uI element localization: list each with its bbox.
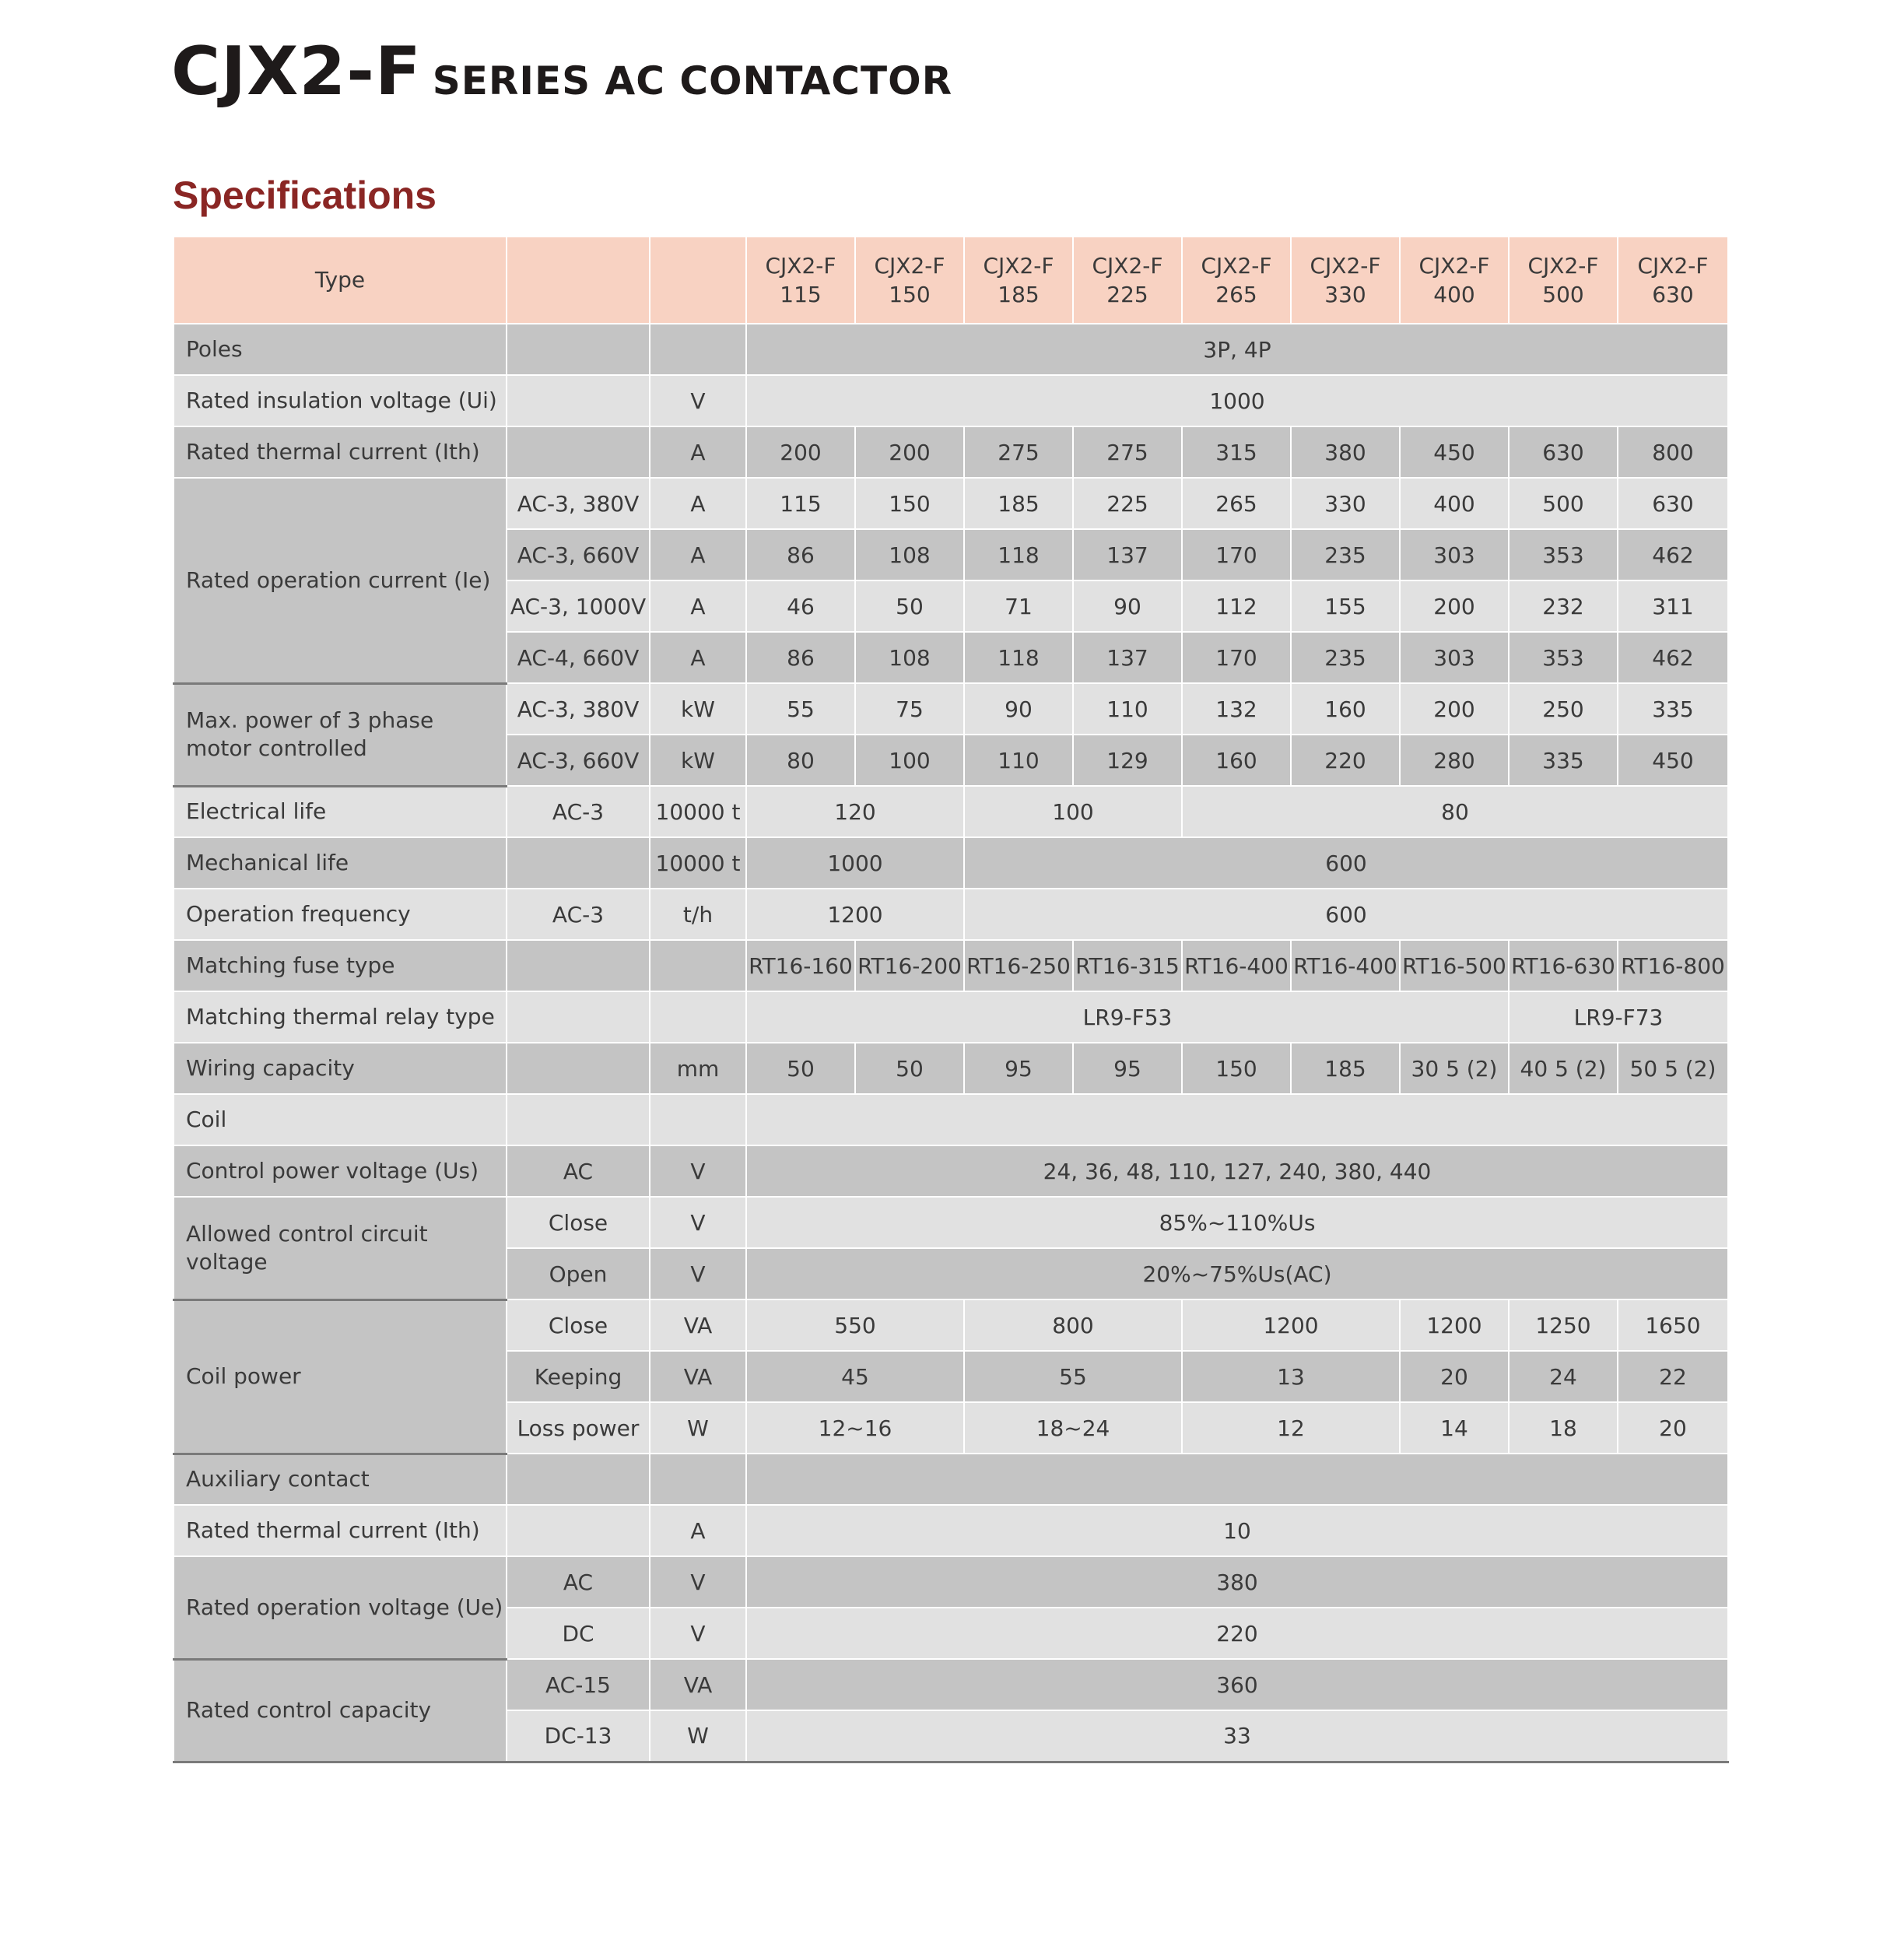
cell-value: 630 (1618, 478, 1728, 529)
row-unit: t/h (650, 889, 746, 940)
row-condition: AC-3, 660V (507, 735, 650, 786)
cell-value: 380 (746, 1556, 1728, 1608)
header-model: CJX2-F 630 (1618, 237, 1728, 324)
cell-value: 110 (1073, 683, 1182, 735)
row-label: Wiring capacity (174, 1043, 507, 1094)
row-condition: Loss power (507, 1402, 650, 1454)
cell-value: 12~16 (746, 1402, 964, 1454)
row-unit: V (650, 1556, 746, 1608)
table-row-electrical-life (174, 786, 1728, 837)
cell-value: 600 (964, 837, 1728, 889)
row-unit: A (650, 478, 746, 529)
cell-value: 185 (964, 478, 1073, 529)
row-unit: kW (650, 683, 746, 735)
specifications-table (173, 236, 1729, 1763)
row-group-label: Max. power of 3 phase motor controlled (174, 683, 507, 786)
cell-value: 108 (855, 632, 964, 683)
header-model: CJX2-F 330 (1291, 237, 1400, 324)
cell-value: 500 (1509, 478, 1618, 529)
cell-value: 50 5 (2) (1618, 1043, 1728, 1094)
cell-value: 46 (746, 580, 855, 632)
cell-value: 85%~110%Us (746, 1197, 1728, 1248)
row-label: Rated insulation voltage (Ui) (174, 375, 507, 426)
cell-value: 30 5 (2) (1400, 1043, 1509, 1094)
cell-value: 235 (1291, 632, 1400, 683)
cell-value: 3P, 4P (746, 324, 1728, 375)
cell-value: RT16-400 (1291, 940, 1400, 991)
header-condition-cell (507, 237, 650, 324)
row-condition: AC-15 (507, 1659, 650, 1710)
row-condition: AC-3, 380V (507, 478, 650, 529)
cell-value: 450 (1400, 426, 1509, 478)
cell-value: 86 (746, 632, 855, 683)
cell-value: 275 (964, 426, 1073, 478)
title-model: CJX2-F (171, 33, 422, 110)
cell-value: 150 (1182, 1043, 1291, 1094)
table-row-relay-type (174, 991, 1728, 1043)
cell-value: 1200 (1400, 1299, 1509, 1351)
cell-value: 110 (964, 735, 1073, 786)
cell-value: 90 (964, 683, 1073, 735)
row-group-label: Rated control capacity (174, 1659, 507, 1762)
cell-value: 18~24 (964, 1402, 1182, 1454)
cell-value: 50 (855, 1043, 964, 1094)
cell-value: 22 (1618, 1351, 1728, 1402)
cell-value: 800 (1618, 426, 1728, 478)
cell-value: 225 (1073, 478, 1182, 529)
row-condition: AC-3, 380V (507, 683, 650, 735)
cell-value: 170 (1182, 529, 1291, 580)
row-unit: VA (650, 1299, 746, 1351)
row-unit: VA (650, 1659, 746, 1710)
cell-value: 400 (1400, 478, 1509, 529)
row-unit: V (650, 1197, 746, 1248)
cell-value: 20 (1618, 1402, 1728, 1454)
row-group-label: Allowed control circuit voltage (174, 1197, 507, 1299)
cell-value: 155 (1291, 580, 1400, 632)
cell-value: 200 (1400, 683, 1509, 735)
document-title (171, 33, 952, 110)
cell-value: 303 (1400, 632, 1509, 683)
row-label: Operation frequency (174, 889, 507, 940)
table-row-poles (174, 324, 1728, 375)
cell-value: 118 (964, 632, 1073, 683)
cell-value: 80 (1182, 786, 1728, 837)
table-row-insulation-voltage (174, 375, 1728, 426)
row-group-label: Rated operation voltage (Ue) (174, 1556, 507, 1659)
cell-value: 630 (1509, 426, 1618, 478)
row-unit: A (650, 632, 746, 683)
cell-value: 95 (1073, 1043, 1182, 1094)
cell-value: RT16-400 (1182, 940, 1291, 991)
cell-value: 90 (1073, 580, 1182, 632)
cell-value: 450 (1618, 735, 1728, 786)
cell-value: 250 (1509, 683, 1618, 735)
row-unit: V (650, 1248, 746, 1299)
row-group-label: Rated operation current (Ie) (174, 478, 507, 683)
row-label: Rated thermal current (Ith) (174, 1505, 507, 1556)
cell-value: 137 (1073, 632, 1182, 683)
cell-value: 20%~75%Us(AC) (746, 1248, 1728, 1299)
row-label: Coil (174, 1094, 507, 1145)
cell-value: 160 (1182, 735, 1291, 786)
cell-value: LR9-F53 (746, 991, 1509, 1043)
row-unit: mm (650, 1043, 746, 1094)
table-row-operation-frequency (174, 889, 1728, 940)
header-model: CJX2-F 115 (746, 237, 855, 324)
cell-value: 170 (1182, 632, 1291, 683)
row-condition: Keeping (507, 1351, 650, 1402)
row-unit: V (650, 1608, 746, 1659)
cell-value: 12 (1182, 1402, 1400, 1454)
row-condition: DC (507, 1608, 650, 1659)
cell-value: 1250 (1509, 1299, 1618, 1351)
cell-value: 24 (1509, 1351, 1618, 1402)
cell-value: 335 (1509, 735, 1618, 786)
row-condition: AC-3 (507, 786, 650, 837)
cell-value: 311 (1618, 580, 1728, 632)
header-model: CJX2-F 400 (1400, 237, 1509, 324)
cell-value: 75 (855, 683, 964, 735)
row-unit: A (650, 580, 746, 632)
row-condition: AC (507, 1556, 650, 1608)
row-condition: DC-13 (507, 1710, 650, 1762)
cell-value: 20 (1400, 1351, 1509, 1402)
row-label: Matching thermal relay type (174, 991, 507, 1043)
cell-value: 10 (746, 1505, 1728, 1556)
row-label: Auxiliary contact (174, 1454, 507, 1505)
table-header-row (174, 237, 1728, 324)
table-row-aux-thermal-current (174, 1505, 1728, 1556)
row-unit: W (650, 1402, 746, 1454)
cell-value: 86 (746, 529, 855, 580)
cell-value: 380 (1291, 426, 1400, 478)
row-condition: AC (507, 1145, 650, 1197)
cell-value: 129 (1073, 735, 1182, 786)
cell-value: 120 (746, 786, 964, 837)
row-unit: 10000 t (650, 837, 746, 889)
cell-value: RT16-630 (1509, 940, 1618, 991)
row-label: Mechanical life (174, 837, 507, 889)
cell-value: 55 (964, 1351, 1182, 1402)
cell-value: RT16-315 (1073, 940, 1182, 991)
table-row-coil (174, 1094, 1728, 1145)
row-unit: V (650, 375, 746, 426)
cell-value: 353 (1509, 529, 1618, 580)
cell-value: 265 (1182, 478, 1291, 529)
row-unit: kW (650, 735, 746, 786)
cell-value: 50 (746, 1043, 855, 1094)
cell-value: 118 (964, 529, 1073, 580)
cell-value: 280 (1400, 735, 1509, 786)
header-model: CJX2-F 185 (964, 237, 1073, 324)
cell-value: 18 (1509, 1402, 1618, 1454)
table-row-thermal-current (174, 426, 1728, 478)
cell-value: 232 (1509, 580, 1618, 632)
cell-value: 71 (964, 580, 1073, 632)
row-unit: W (650, 1710, 746, 1762)
cell-value: 353 (1509, 632, 1618, 683)
row-condition: AC-3, 660V (507, 529, 650, 580)
cell-value: 14 (1400, 1402, 1509, 1454)
row-unit: 10000 t (650, 786, 746, 837)
row-condition: Open (507, 1248, 650, 1299)
cell-value: 137 (1073, 529, 1182, 580)
table-row-fuse-type (174, 940, 1728, 991)
header-unit-cell (650, 237, 746, 324)
table-row-max-power (174, 683, 1728, 735)
table-row-mechanical-life (174, 837, 1728, 889)
cell-value: 100 (855, 735, 964, 786)
cell-value: 115 (746, 478, 855, 529)
table-row-control-capacity (174, 1659, 1728, 1710)
cell-value: 1650 (1618, 1299, 1728, 1351)
cell-value: 275 (1073, 426, 1182, 478)
cell-value: 150 (855, 478, 964, 529)
row-unit: A (650, 426, 746, 478)
table-row-allowed-voltage (174, 1197, 1728, 1248)
table-row-wiring-capacity (174, 1043, 1728, 1094)
cell-value: 1200 (746, 889, 964, 940)
cell-value: 200 (1400, 580, 1509, 632)
table-row-operation-current (174, 478, 1728, 529)
cell-value: 112 (1182, 580, 1291, 632)
row-label: Matching fuse type (174, 940, 507, 991)
cell-value: 132 (1182, 683, 1291, 735)
cell-value: 235 (1291, 529, 1400, 580)
cell-value: 600 (964, 889, 1728, 940)
cell-value: RT16-160 (746, 940, 855, 991)
cell-value: 220 (1291, 735, 1400, 786)
cell-value: 800 (964, 1299, 1182, 1351)
cell-value: 185 (1291, 1043, 1400, 1094)
cell-value: 95 (964, 1043, 1073, 1094)
cell-value: RT16-800 (1618, 940, 1728, 991)
cell-value: 50 (855, 580, 964, 632)
cell-value: 108 (855, 529, 964, 580)
cell-value: 80 (746, 735, 855, 786)
row-unit: V (650, 1145, 746, 1197)
row-label: Electrical life (174, 786, 507, 837)
cell-value: 200 (746, 426, 855, 478)
cell-value: 33 (746, 1710, 1728, 1762)
table-row-auxiliary-contact (174, 1454, 1728, 1505)
cell-value: 160 (1291, 683, 1400, 735)
row-unit: A (650, 1505, 746, 1556)
row-label: Rated thermal current (Ith) (174, 426, 507, 478)
header-model: CJX2-F 500 (1509, 237, 1618, 324)
cell-value: RT16-250 (964, 940, 1073, 991)
cell-value: 335 (1618, 683, 1728, 735)
row-unit: VA (650, 1351, 746, 1402)
row-condition: AC-3 (507, 889, 650, 940)
cell-value: 462 (1618, 632, 1728, 683)
cell-value: 220 (746, 1608, 1728, 1659)
row-condition: Close (507, 1197, 650, 1248)
row-unit: A (650, 529, 746, 580)
table-row-aux-operation-voltage (174, 1556, 1728, 1608)
cell-value: 330 (1291, 478, 1400, 529)
row-condition: AC-3, 1000V (507, 580, 650, 632)
cell-value: 200 (855, 426, 964, 478)
cell-value: 100 (964, 786, 1182, 837)
table-row-coil-power (174, 1299, 1728, 1351)
header-model: CJX2-F 265 (1182, 237, 1291, 324)
title-subtitle: SERIES AC CONTACTOR (432, 58, 953, 103)
cell-value: 1200 (1182, 1299, 1400, 1351)
cell-value: LR9-F73 (1509, 991, 1728, 1043)
cell-value: 550 (746, 1299, 964, 1351)
cell-value: 1000 (746, 837, 964, 889)
row-label: Control power voltage (Us) (174, 1145, 507, 1197)
row-condition: AC-4, 660V (507, 632, 650, 683)
section-heading: Specifications (173, 174, 437, 217)
cell-value: RT16-500 (1400, 940, 1509, 991)
cell-value: 1000 (746, 375, 1728, 426)
row-label: Poles (174, 324, 507, 375)
table-row-control-voltage (174, 1145, 1728, 1197)
cell-value: 462 (1618, 529, 1728, 580)
cell-value: 303 (1400, 529, 1509, 580)
cell-value: 360 (746, 1659, 1728, 1710)
header-type-label: Type (174, 237, 507, 324)
cell-value: 45 (746, 1351, 964, 1402)
header-model: CJX2-F 225 (1073, 237, 1182, 324)
cell-value: 13 (1182, 1351, 1400, 1402)
row-condition: Close (507, 1299, 650, 1351)
cell-value: 40 5 (2) (1509, 1043, 1618, 1094)
row-group-label: Coil power (174, 1299, 507, 1454)
header-model: CJX2-F 150 (855, 237, 964, 324)
cell-value: RT16-200 (855, 940, 964, 991)
cell-value: 24, 36, 48, 110, 127, 240, 380, 440 (746, 1145, 1728, 1197)
cell-value: 315 (1182, 426, 1291, 478)
cell-value: 55 (746, 683, 855, 735)
